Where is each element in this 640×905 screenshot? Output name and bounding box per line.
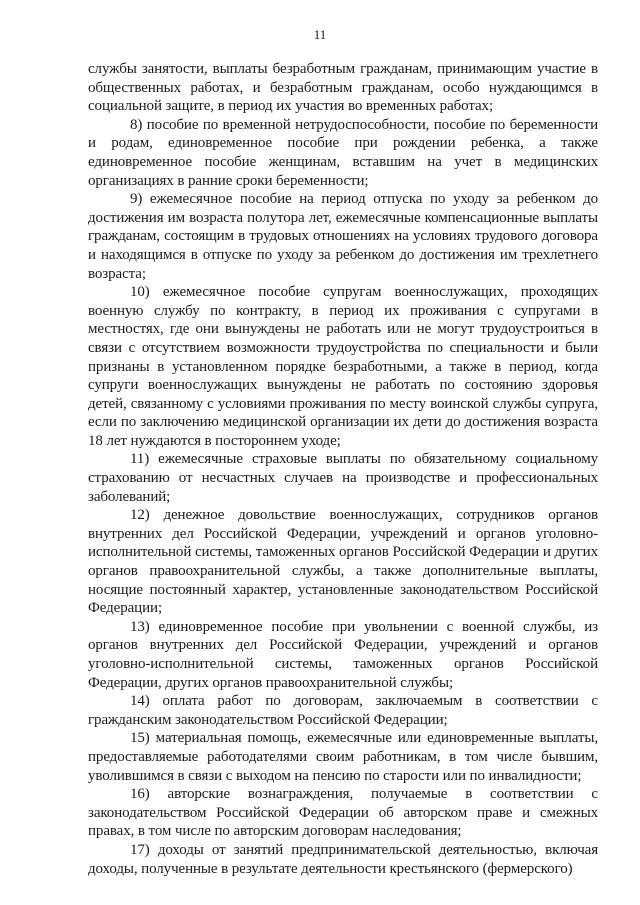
list-item-14: 14) оплата работ по договорам, заключаемым в соответствии с гражданским законодательством Российской Федерации; <box>88 693 598 728</box>
list-item-11: 11) ежемесячные страховые выплаты по обязательному социальному страхованию от несчастных случаев на производстве и профессиональных заболеваний; <box>88 451 598 505</box>
page-number: 11 <box>313 27 327 42</box>
list-item-17: 17) доходы от занятий предпринимательской деятельностью, включая доходы, полученные в результате деятельности крестьянского (фермерского) <box>88 841 598 877</box>
document-body <box>88 60 598 878</box>
list-item-12: 12) денежное довольствие военнослужащих, сотрудников органов внутренних дел Российской Федерации, учреждений и органов уголовно-исполнительной системы, таможенных органов Российской Федерации и других органов правоохранительной службы, а также дополнительные выплаты, носящие постоянный характер, установленные законодательством Российской Федерации; <box>88 507 598 617</box>
list-item-13: 13) единовременное пособие при увольнении с военной службы, из органов внутренних дел Российской Федерации, учреждений и органов уголовно-исполнительной системы, таможенных органов Российской Федерации, других органов правоохранительной службы; <box>88 618 598 691</box>
list-item-9: 9) ежемесячное пособие на период отпуска по уходу за ребенком до достижения им возраста полутора лет, ежемесячные компенсационные выплаты гражданам, состоящим в трудовых отношениях на условиях трудового договора и находящимся в отпуске по уходу за ребенком до достижения им трехлетнего возраста; <box>88 191 598 282</box>
paragraph-continuation: службы занятости, выплаты безработным гражданам, принимающим участие в общественных работах, и безработным гражданам, особо нуждающимся в социальной защите, в период их участия во временных работах; <box>88 61 598 115</box>
list-item-16: 16) авторские вознаграждения, получаемые в соответствии с законодательством Российской Федерации об авторском праве и смежных правах, в том числе по авторским договорам наследования; <box>88 786 598 840</box>
list-item-15: 15) материальная помощь, ежемесячные или единовременные выплаты, предоставляемые работодателями своим работникам, в том числе бывшим, уволившимся в связи с выходом на пенсию по старости или по инвалидности; <box>88 730 598 784</box>
list-item-10: 10) ежемесячное пособие супругам военнослужащих, проходящих военную службу по контракту, в период их проживания с супругами в местностях, где они вынуждены не работать или не могут трудоустроиться в связи с отсутствием возможности трудоустройства по специальности и были признаны в установленном порядке безработными, а также в период, когда супруги военнослужащих вынуждены не работать по состоянию здоровья детей, связанному с условиями проживания по месту воинской службы супруга, если по заключению медицинской организации их дети до достижения возраста 18 лет нуждаются в постороннем уходе; <box>88 284 598 449</box>
list-item-8: 8) пособие по временной нетрудоспособности, пособие по беременности и родам, единовременное пособие при рождении ребенка, а также единовременное пособие женщинам, вставшим на учет в медицинских организациях в ранние сроки беременности; <box>88 116 598 189</box>
